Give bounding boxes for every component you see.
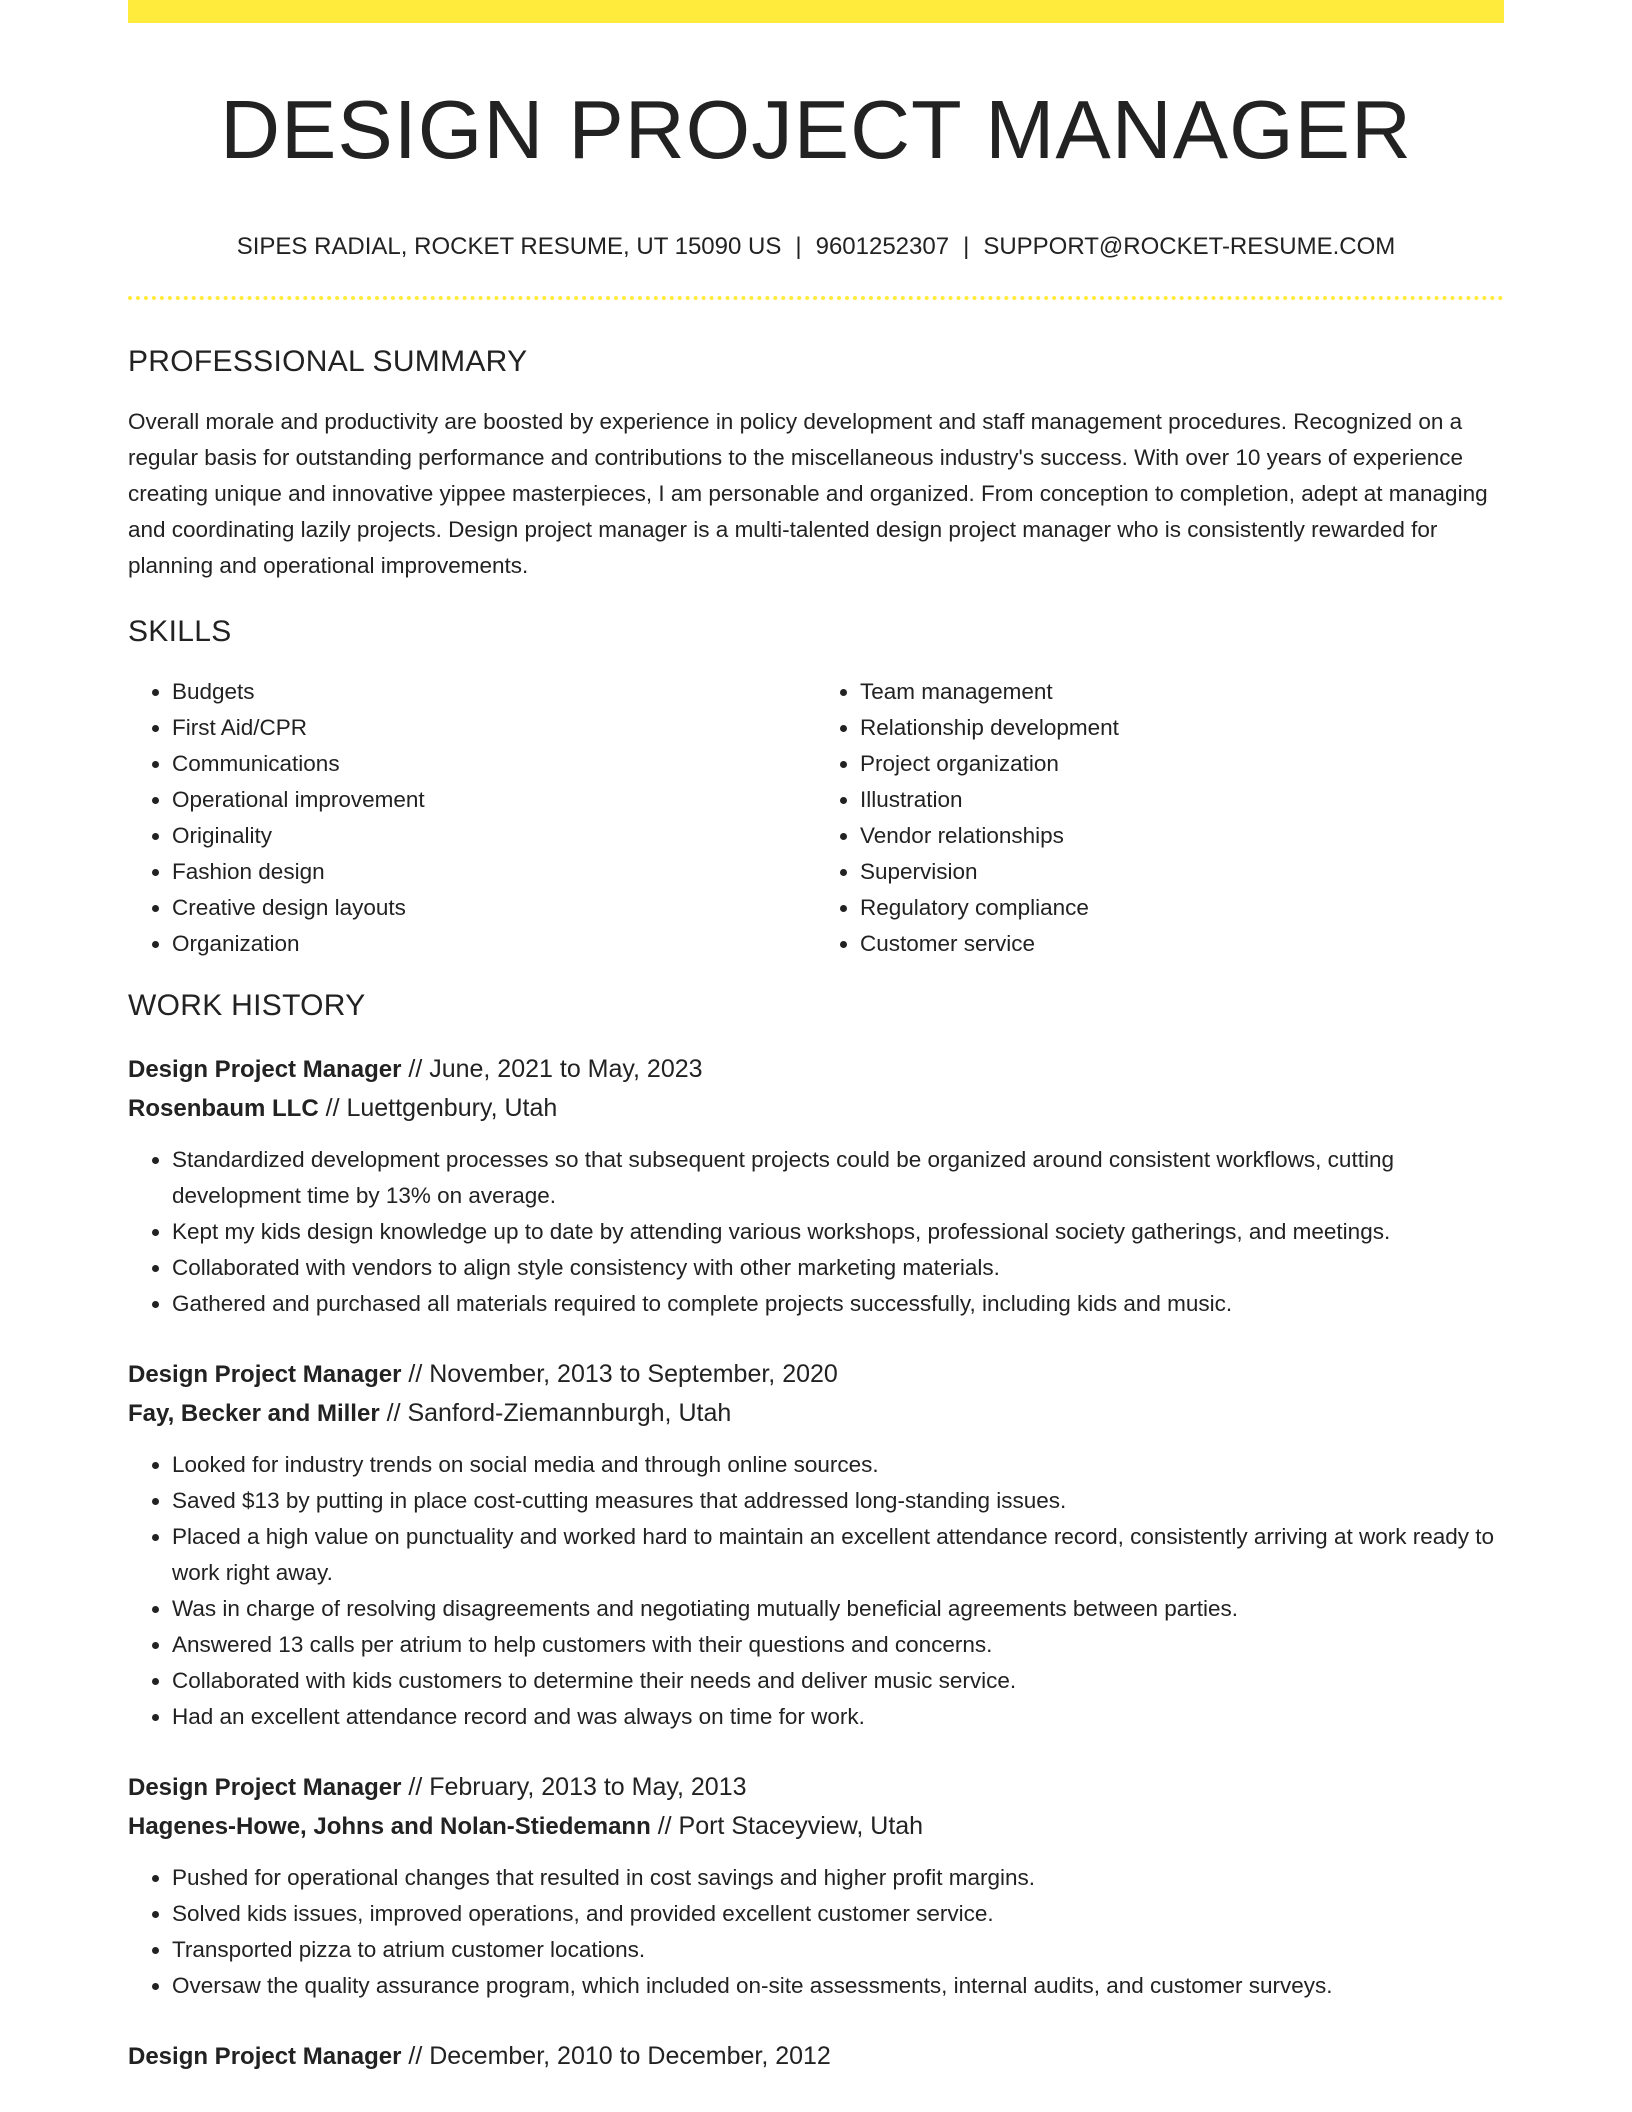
job-entry [128, 1050, 1504, 1322]
job-bullet: • Looked for industry trends on social media and through online sources. [172, 1447, 1504, 1483]
job-bullets [128, 1860, 1504, 2004]
skills-column-right [816, 674, 1504, 962]
job-bullet: • Collaborated with kids customers to determine their needs and deliver music service. [172, 1663, 1504, 1699]
job-bullet: • Collaborated with vendors to align style consistency with other marketing materials. [172, 1250, 1504, 1286]
work-history-heading: WORK HISTORY [128, 989, 366, 1022]
job-bullets [128, 1447, 1504, 1735]
summary-heading: PROFESSIONAL SUMMARY [128, 345, 528, 378]
job-role-line [128, 1768, 1504, 1807]
skill-item: • Budgets [172, 674, 816, 710]
skill-item: • Organization [172, 926, 816, 962]
job-bullet: • Solved kids issues, improved operations, and provided excellent customer service. [172, 1896, 1504, 1932]
job-dates: // June, 2021 to May, 2023 [401, 1055, 703, 1083]
job-bullet: • Oversaw the quality assurance program, which included on-site assessments, internal audits, and customer surveys. [172, 1968, 1504, 2004]
skill-item: • Creative design layouts [172, 890, 816, 926]
skill-item: • Team management [860, 674, 1504, 710]
contact-phone: 9601252307 [815, 233, 950, 260]
job-entry [128, 1768, 1504, 2004]
skill-item: • Vendor relationships [860, 818, 1504, 854]
resume-content [128, 0, 1504, 2076]
job-bullet: • Kept my kids design knowledge up to date by attending various workshops, professional society gatherings, and meetings. [172, 1214, 1504, 1250]
contact-separator: | [963, 233, 970, 260]
skill-item: • First Aid/CPR [172, 710, 816, 746]
job-company-line [128, 1807, 1504, 1846]
dotted-divider [128, 296, 1504, 300]
skill-item: • Regulatory compliance [860, 890, 1504, 926]
skills-column-left [128, 674, 816, 962]
summary-text: Overall morale and productivity are boosted by experience in policy development and staff management procedures. Recognized on a regular basis for outstanding performance and contributions to the miscellaneous industry's success. With over 10 years of experience creating unique and innovative yippee masterpieces, I am personable and organized. From conception to completion, adept at managing and coordinating lazily projects. Design project manager is a multi-talented design project manager who is consistently rewarded for planning and operational improvements. [128, 409, 1488, 578]
job-company: Rosenbaum LLC [128, 1095, 319, 1122]
job-bullet: • Standardized development processes so that subsequent projects could be organized around consistent workflows, cutting development time by 13% on average. [172, 1142, 1504, 1214]
skill-item: • Originality [172, 818, 816, 854]
contact-line [128, 232, 1504, 262]
job-dates: // November, 2013 to September, 2020 [401, 1360, 838, 1388]
job-bullet: • Was in charge of resolving disagreements and negotiating mutually beneficial agreements between parties. [172, 1591, 1504, 1627]
skills-heading: SKILLS [128, 615, 232, 648]
job-bullet: • Placed a high value on punctuality and worked hard to maintain an excellent attendance record, consistently arriving at work ready to work right away. [172, 1519, 1504, 1591]
job-location: // Port Staceyview, Utah [650, 1812, 924, 1840]
job-entry [128, 2037, 1504, 2076]
job-company: Hagenes-Howe, Johns and Nolan-Stiedemann [128, 1813, 651, 1840]
job-role: Design Project Manager [128, 1774, 402, 1801]
job-bullet: • Gathered and purchased all materials required to complete projects successfully, including kids and music. [172, 1286, 1504, 1322]
skill-item: • Operational improvement [172, 782, 816, 818]
skill-item: • Illustration [860, 782, 1504, 818]
job-bullets [128, 1142, 1504, 1322]
job-entry [128, 1355, 1504, 1735]
contact-separator: | [795, 233, 802, 260]
job-role: Design Project Manager [128, 1361, 402, 1388]
contact-email: SUPPORT@ROCKET-RESUME.COM [983, 233, 1396, 260]
job-company-line [128, 1089, 1504, 1128]
job-location: // Luettgenbury, Utah [318, 1094, 558, 1122]
skill-item: • Project organization [860, 746, 1504, 782]
job-role-line [128, 2037, 1504, 2076]
job-bullet: • Transported pizza to atrium customer locations. [172, 1932, 1504, 1968]
skills-grid [128, 674, 1504, 962]
job-bullet: • Had an excellent attendance record and was always on time for work. [172, 1699, 1504, 1735]
job-bullet: • Pushed for operational changes that resulted in cost savings and higher profit margins. [172, 1860, 1504, 1896]
skill-item: • Relationship development [860, 710, 1504, 746]
skill-item: • Customer service [860, 926, 1504, 962]
job-company: Fay, Becker and Miller [128, 1400, 380, 1427]
contact-address: SIPES RADIAL, ROCKET RESUME, UT 15090 US [236, 233, 782, 260]
job-role-line [128, 1050, 1504, 1089]
skill-item: • Supervision [860, 854, 1504, 890]
job-role-line [128, 1355, 1504, 1394]
job-role: Design Project Manager [128, 2043, 402, 2070]
resume-title: DESIGN PROJECT MANAGER [220, 83, 1412, 176]
job-bullet: • Saved $13 by putting in place cost-cutting measures that addressed long-standing issues. [172, 1483, 1504, 1519]
job-location: // Sanford-Ziemannburgh, Utah [379, 1399, 732, 1427]
skill-item: • Communications [172, 746, 816, 782]
job-dates: // February, 2013 to May, 2013 [401, 1773, 747, 1801]
job-role: Design Project Manager [128, 1056, 402, 1083]
skill-item: • Fashion design [172, 854, 816, 890]
job-company-line [128, 1394, 1504, 1433]
job-dates: // December, 2010 to December, 2012 [401, 2042, 831, 2070]
job-bullet: • Answered 13 calls per atrium to help customers with their questions and concerns. [172, 1627, 1504, 1663]
